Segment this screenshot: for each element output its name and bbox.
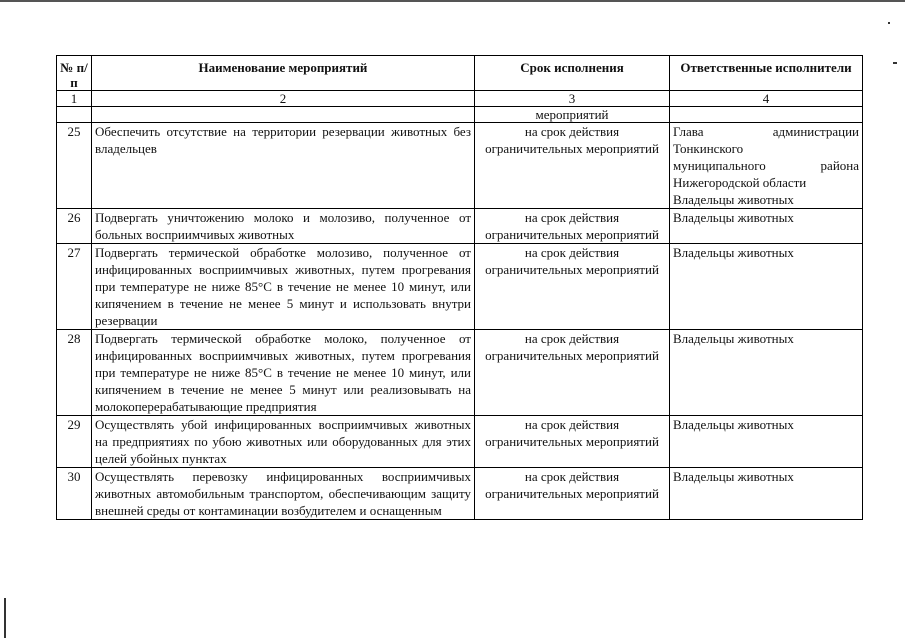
- row-number: 25: [57, 123, 92, 209]
- header-term: Срок исполнения: [475, 56, 670, 91]
- row-number: 29: [57, 416, 92, 468]
- header-responsible: Ответственные исполнители: [670, 56, 863, 91]
- column-index-row: [57, 91, 863, 107]
- column-index: 2: [92, 91, 475, 107]
- column-index: 3: [475, 91, 670, 107]
- header-num: № п/п: [57, 56, 92, 91]
- row-action: Подвергать термической обработке молозиво, полученное от инфицированных восприимчивых животных, путем прогревания при температуре не ниже 85°С в течение не менее 10 минут, или кипячением в течение не менее 5 минут и использовать внутри резервации: [92, 244, 475, 330]
- continuation-row: [57, 107, 863, 123]
- row-number: 26: [57, 209, 92, 244]
- row-action: Осуществлять перевозку инфицированных восприимчивых животных автомобильным транспортом, обеспечивающим защиту внешней среды от контаминации возбудителем и оснащенным: [92, 468, 475, 520]
- row-term: на срок действия ограничительных мероприятий: [475, 330, 670, 416]
- responsible-line: Тонкинского: [673, 141, 744, 156]
- column-index: 1: [57, 91, 92, 107]
- row-number: [57, 107, 92, 123]
- responsible-line: Нижегородской области: [673, 175, 807, 190]
- row-term: на срок действия ограничительных мероприятий: [475, 416, 670, 468]
- table-row: [57, 209, 863, 244]
- row-number: 30: [57, 468, 92, 520]
- row-responsible: [670, 107, 863, 123]
- row-responsible: Владельцы животных: [670, 244, 863, 330]
- scan-speck: [888, 22, 890, 24]
- row-term: на срок действия ограничительных мероприятий: [475, 209, 670, 244]
- row-number: 28: [57, 330, 92, 416]
- table-row: [57, 123, 863, 209]
- table-row: [57, 416, 863, 468]
- top-border-line: [0, 0, 905, 2]
- row-action: [92, 107, 475, 123]
- header-name: Наименование мероприятий: [92, 56, 475, 91]
- table-row: [57, 468, 863, 520]
- row-action: Подвергать термической обработке молоко, полученное от инфицированных восприимчивых животных, путем прогревания при температуре не ниже 85°С в течение не менее 10 минут, или кипячением в течение не менее 5 минут или реализовывать на молокоперерабатывающие предприятия: [92, 330, 475, 416]
- responsible-line: муниципального района: [673, 158, 859, 173]
- scan-speck: [893, 62, 897, 64]
- row-term: на срок действия ограничительных мероприятий: [475, 244, 670, 330]
- responsible-line: Владельцы животных: [673, 192, 794, 207]
- header-row: [57, 56, 863, 91]
- scan-edge-mark: [4, 598, 6, 638]
- row-action: Подвергать уничтожению молоко и молозиво, полученное от больных восприимчивых животных: [92, 209, 475, 244]
- row-number: 27: [57, 244, 92, 330]
- row-term: на срок действия ограничительных мероприятий: [475, 468, 670, 520]
- row-responsible: Владельцы животных: [670, 416, 863, 468]
- row-term: на срок действия ограничительных мероприятий: [475, 123, 670, 209]
- row-term: мероприятий: [475, 107, 670, 123]
- row-responsible: Владельцы животных: [670, 209, 863, 244]
- responsible-line: Глава администрации: [673, 124, 859, 139]
- row-responsible: Владельцы животных: [670, 468, 863, 520]
- row-action: Осуществлять убой инфицированных восприимчивых животных на предприятиях по убою животных или оборудованных для этих целей убойных пунктах: [92, 416, 475, 468]
- table-row: [57, 244, 863, 330]
- row-responsible: Владельцы животных: [670, 330, 863, 416]
- measures-table: [56, 55, 863, 520]
- row-responsible: [670, 123, 863, 209]
- row-action: Обеспечить отсутствие на территории резервации животных без владельцев: [92, 123, 475, 209]
- column-index: 4: [670, 91, 863, 107]
- table-row: [57, 330, 863, 416]
